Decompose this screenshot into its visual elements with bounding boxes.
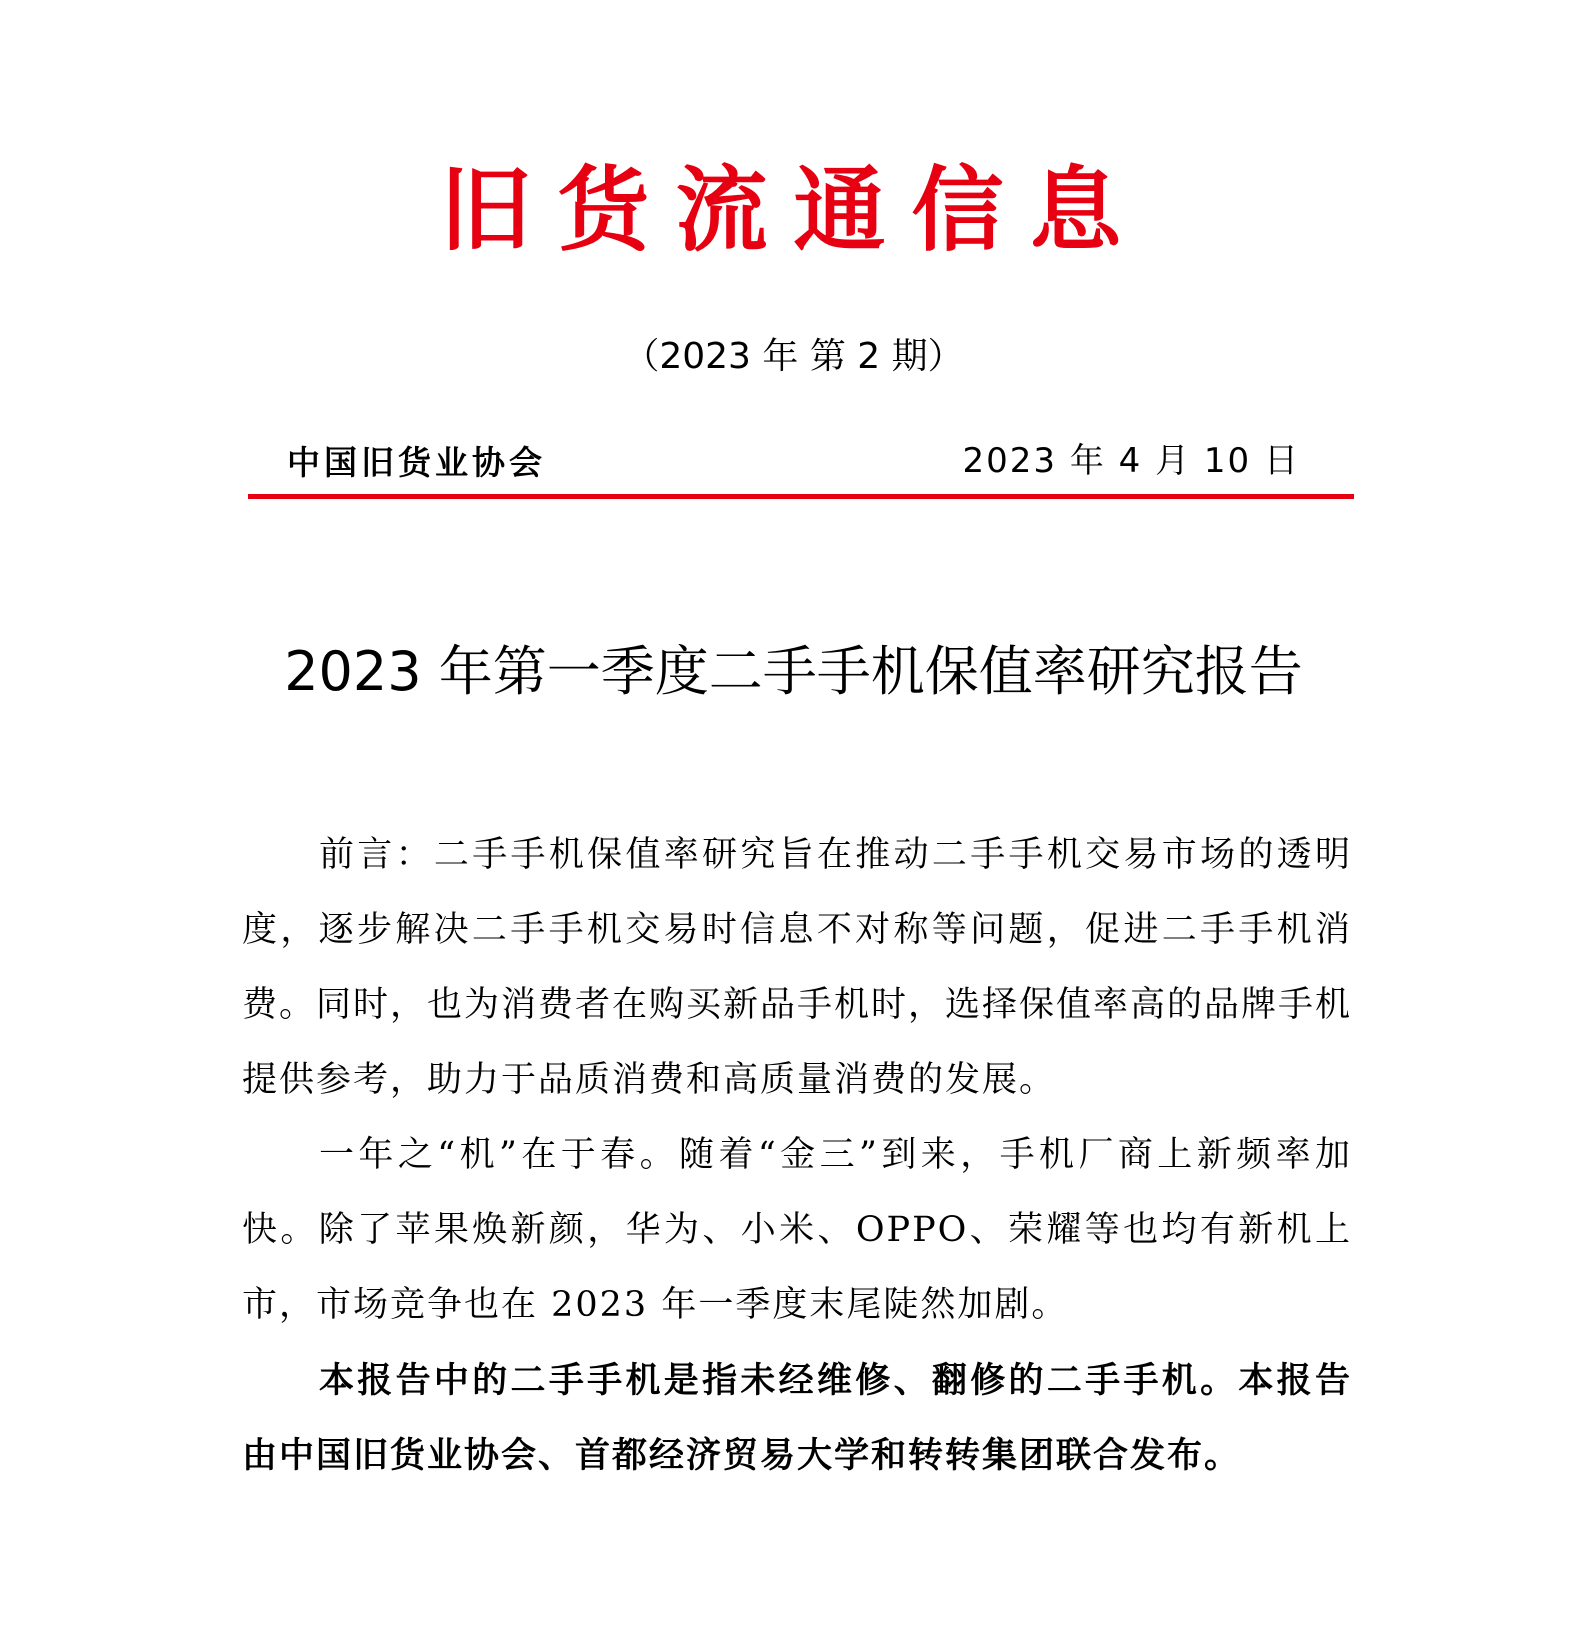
masthead-title: 旧货流通信息 — [439, 156, 1148, 264]
paragraph-preface: 前言：二手手机保值率研究旨在推动二手手机交易市场的透明度，逐步解决二手手机交易时信息不对称等问题，促进二手手机消费。同时，也为消费者在购买新品手机时，选择保值率高的品牌手机提供参考，助力于品质消费和高质量消费的发展。 — [242, 835, 1353, 1100]
paragraph-scope: 本报告中的二手手机是指未经维修、翻修的二手手机。本报告由中国旧货业协会、首都经济贸易大学和转转集团联合发布。 — [242, 1360, 1352, 1476]
red-divider-line — [248, 494, 1354, 499]
issue-number: （2023 年 第 2 期） — [623, 336, 964, 377]
issuer-name: 中国旧货业协会 — [287, 443, 546, 482]
report-title: 2023 年第一季度二手手机保值率研究报告 — [284, 640, 1303, 703]
paragraph-market: 一年之“机”在于春。随着“金三”到来，手机厂商上新频率加快。除了苹果焕新颜，华为、小米、OPPO、荣耀等也均有新机上市，市场竞争也在 2023 年一季度末尾陡然加剧。 — [242, 1135, 1352, 1325]
report-body — [242, 818, 1352, 1493]
issue-date: 2023 年 4 月 10 日 — [962, 441, 1300, 481]
